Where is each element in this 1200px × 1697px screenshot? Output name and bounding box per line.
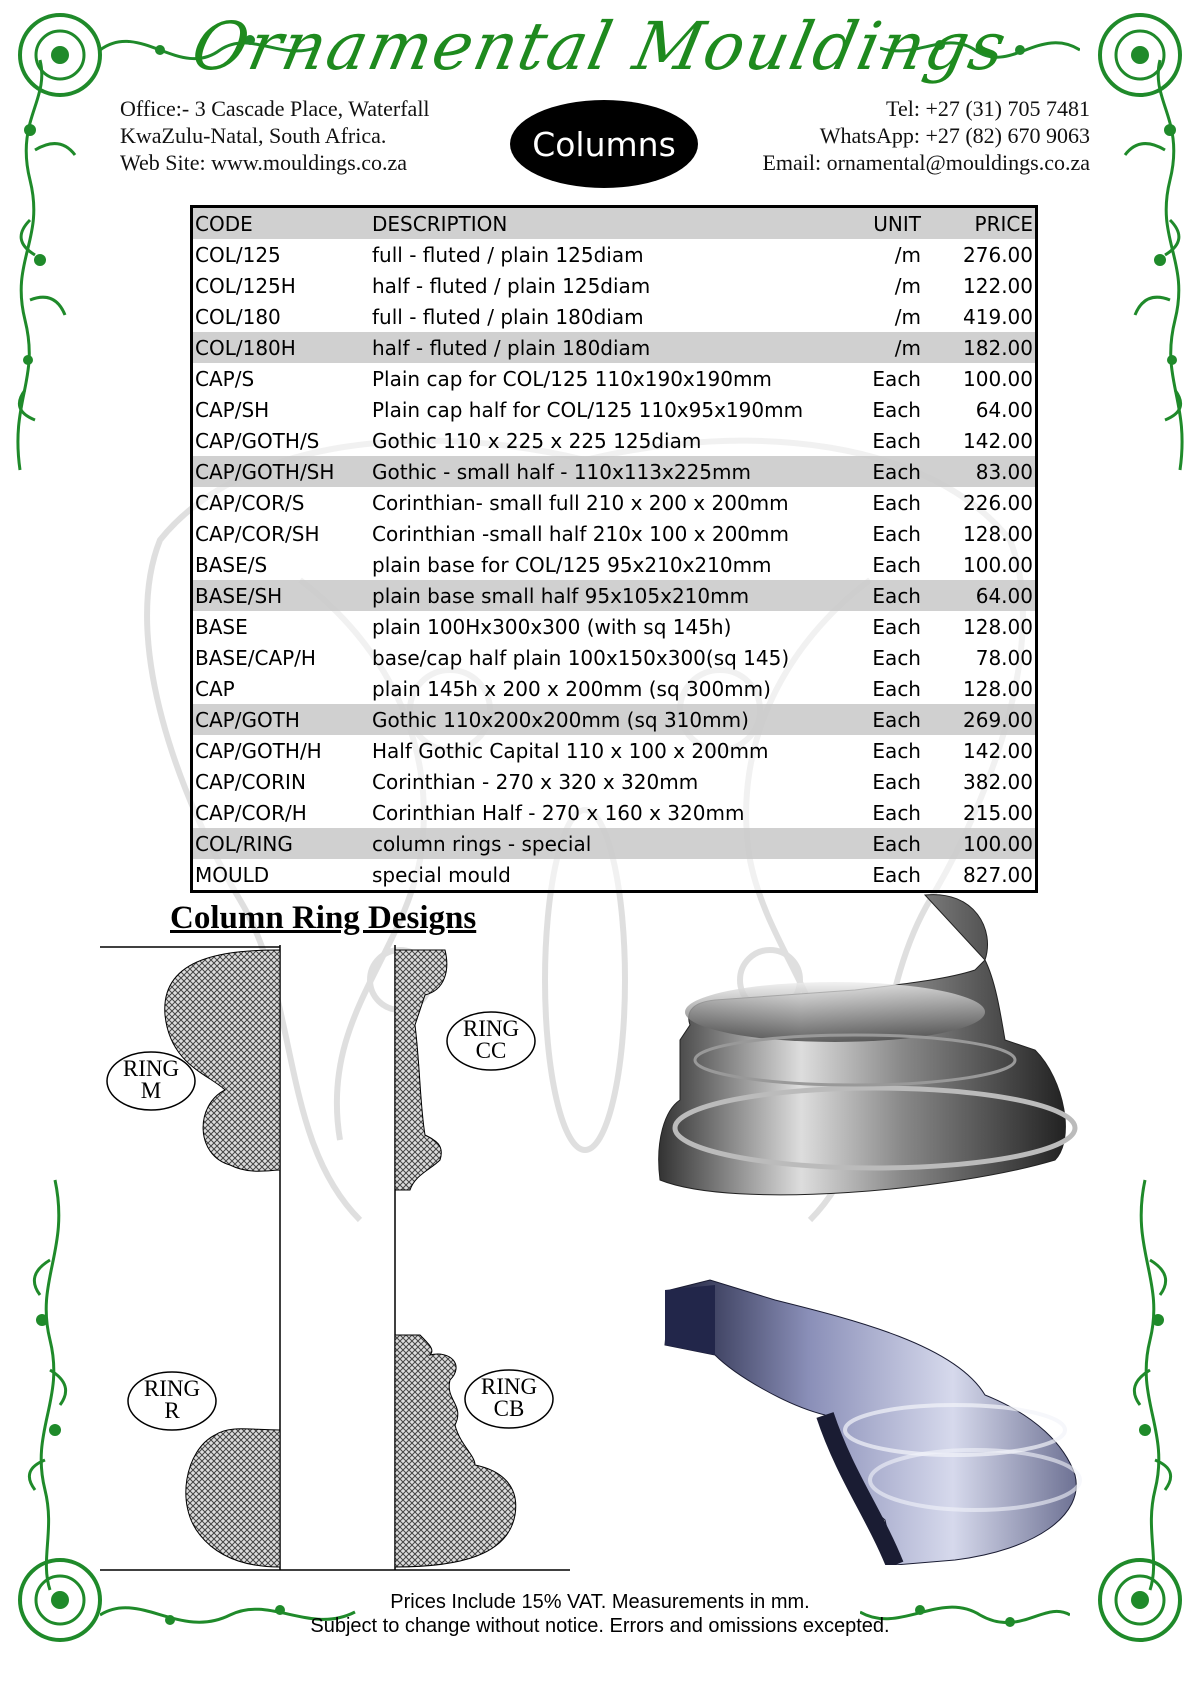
cell-description: plain 145h x 200 x 200mm (sq 300mm)	[372, 676, 771, 701]
cell-price: 382.00	[963, 769, 1033, 794]
cell-code: BASE/S	[195, 552, 268, 577]
cell-price: 64.00	[975, 583, 1033, 608]
ring-label-top: RING	[143, 1376, 201, 1401]
cell-price: 215.00	[963, 800, 1033, 825]
cell-price: 142.00	[963, 428, 1033, 453]
cell-unit: Each	[872, 738, 921, 763]
footer-line: Prices Include 15% VAT. Measurements in mm.	[390, 1591, 810, 1613]
table-body	[193, 239, 1035, 890]
contact-info	[762, 95, 1090, 176]
table-header-row	[193, 208, 1035, 239]
table-row	[193, 270, 1035, 301]
header-unit: UNIT	[873, 211, 921, 236]
ring-label-top: RING	[122, 1056, 180, 1081]
table-row	[193, 859, 1035, 890]
cell-description: Half Gothic Capital 110 x 100 x 200mm	[372, 738, 769, 763]
cell-description: plain 100Hx300x300 (with sq 145h)	[372, 614, 732, 639]
ring-label-bottom: M	[140, 1078, 162, 1103]
cell-description: Plain cap for COL/125 110x190x190mm	[372, 366, 772, 391]
cell-code: CAP/CORIN	[195, 769, 306, 794]
cell-description: column rings - special	[372, 831, 592, 856]
cell-description: Corinthian Half - 270 x 160 x 320mm	[372, 800, 745, 825]
cell-unit: Each	[872, 614, 921, 639]
table-row	[193, 797, 1035, 828]
cell-unit: /m	[894, 304, 921, 329]
cell-unit: Each	[872, 831, 921, 856]
email-line[interactable]: Email: ornamental@mouldings.co.za	[762, 150, 1090, 175]
company-title: Ornamental Mouldings	[185, 8, 1015, 85]
phone-line[interactable]: Tel: +27 (31) 705 7481	[886, 96, 1090, 121]
cell-unit: /m	[894, 242, 921, 267]
table-row	[193, 704, 1035, 735]
cell-description: plain base small half 95x105x210mm	[372, 583, 750, 608]
cell-unit: Each	[872, 707, 921, 732]
table-row	[193, 549, 1035, 580]
cell-unit: Each	[872, 428, 921, 453]
cell-price: 78.00	[975, 645, 1033, 670]
cell-description: Gothic 110 x 225 x 225 125diam	[372, 428, 702, 453]
cell-price: 122.00	[963, 273, 1033, 298]
address-line: Office:- 3 Cascade Place, Waterfall	[120, 96, 430, 121]
whatsapp-line[interactable]: WhatsApp: +27 (82) 670 9063	[819, 123, 1090, 148]
price-table	[190, 205, 1038, 893]
section-badge: Columns	[510, 100, 698, 188]
cell-price: 269.00	[963, 707, 1033, 732]
cell-description: plain base for COL/125 95x210x210mm	[372, 552, 772, 577]
cell-code: BASE/SH	[195, 583, 283, 608]
table-row	[193, 642, 1035, 673]
cell-unit: /m	[894, 335, 921, 360]
cell-code: CAP/COR/S	[195, 490, 305, 515]
cell-code: MOULD	[195, 862, 270, 887]
cell-description: Corinthian -small half 210x 100 x 200mm	[372, 521, 789, 546]
cell-description: full - fluted / plain 125diam	[372, 242, 644, 267]
cell-code: COL/180	[195, 304, 281, 329]
cell-price: 128.00	[963, 676, 1033, 701]
header-code: CODE	[195, 211, 253, 236]
ring-cc-profile	[395, 950, 447, 1190]
cell-unit: Each	[872, 800, 921, 825]
cell-unit: Each	[872, 459, 921, 484]
ring-label-bottom: R	[164, 1398, 180, 1423]
cell-price: 83.00	[975, 459, 1033, 484]
cell-description: half - fluted / plain 125diam	[372, 273, 651, 298]
cell-unit: Each	[872, 862, 921, 887]
cell-description: base/cap half plain 100x150x300(sq 145)	[372, 645, 790, 670]
cell-price: 100.00	[963, 552, 1033, 577]
cell-code: CAP/COR/H	[195, 800, 307, 825]
cell-price: 100.00	[963, 831, 1033, 856]
cell-unit: Each	[872, 521, 921, 546]
cell-price: 100.00	[963, 366, 1033, 391]
cell-description: special mould	[372, 862, 511, 887]
cell-description: Gothic - small half - 110x113x225mm	[372, 459, 751, 484]
cell-description: half - fluted / plain 180diam	[372, 335, 651, 360]
cell-code: COL/125H	[195, 273, 296, 298]
cell-price: 128.00	[963, 521, 1033, 546]
table-row	[193, 456, 1035, 487]
ring-render-top	[655, 890, 1085, 1210]
ring-label-bottom: CB	[493, 1396, 525, 1421]
cell-unit: Each	[872, 645, 921, 670]
cell-unit: Each	[872, 769, 921, 794]
ring-cc-label	[445, 1018, 537, 1062]
header-description: DESCRIPTION	[372, 211, 508, 236]
cell-price: 182.00	[963, 335, 1033, 360]
cell-code: BASE/CAP/H	[195, 645, 316, 670]
cell-price: 419.00	[963, 304, 1033, 329]
cell-unit: Each	[872, 366, 921, 391]
cell-unit: Each	[872, 490, 921, 515]
cell-price: 827.00	[963, 862, 1033, 887]
table-row	[193, 394, 1035, 425]
header-price: PRICE	[974, 211, 1033, 236]
ring-label-bottom: CC	[475, 1038, 507, 1063]
cell-code: CAP/GOTH	[195, 707, 300, 732]
cell-price: 226.00	[963, 490, 1033, 515]
cell-code: CAP/GOTH/H	[195, 738, 322, 763]
cell-description: Corinthian - 270 x 320 x 320mm	[372, 769, 699, 794]
cell-description: Gothic 110x200x200mm (sq 310mm)	[372, 707, 749, 732]
website-line[interactable]: Web Site: www.mouldings.co.za	[120, 150, 408, 175]
table-row	[193, 301, 1035, 332]
table-row	[193, 487, 1035, 518]
cell-code: CAP/GOTH/SH	[195, 459, 335, 484]
cell-code: CAP/COR/SH	[195, 521, 320, 546]
table-row	[193, 580, 1035, 611]
table-row	[193, 735, 1035, 766]
cell-description: Plain cap half for COL/125 110x95x190mm	[372, 397, 804, 422]
ring-label-top: RING	[480, 1374, 538, 1399]
cell-description: full - fluted / plain 180diam	[372, 304, 644, 329]
table-row	[193, 363, 1035, 394]
cell-code: COL/RING	[195, 831, 293, 856]
cell-unit: Each	[872, 676, 921, 701]
cell-code: BASE	[195, 614, 248, 639]
cell-unit: Each	[872, 552, 921, 577]
table-row	[193, 518, 1035, 549]
cell-price: 276.00	[963, 242, 1033, 267]
ring-label-top: RING	[462, 1016, 520, 1041]
cell-code: CAP/SH	[195, 397, 270, 422]
cell-code: CAP/S	[195, 366, 255, 391]
cell-code: CAP/GOTH/S	[195, 428, 320, 453]
table-row	[193, 239, 1035, 270]
ring-r-profile	[186, 1429, 280, 1567]
table-row	[193, 766, 1035, 797]
cell-unit: Each	[872, 583, 921, 608]
cell-description: Corinthian- small full 210 x 200 x 200mm	[372, 490, 789, 515]
ring-cb-label	[463, 1376, 555, 1420]
cell-unit: Each	[872, 397, 921, 422]
ring-designs-heading: Column Ring Designs	[170, 900, 477, 936]
table-row	[193, 828, 1035, 859]
ring-r-label	[126, 1378, 218, 1422]
address-line: KwaZulu-Natal, South Africa.	[120, 123, 387, 148]
cell-price: 128.00	[963, 614, 1033, 639]
cell-price: 64.00	[975, 397, 1033, 422]
footer-line: Subject to change without notice. Errors and omissions excepted.	[310, 1615, 890, 1637]
table-row	[193, 611, 1035, 642]
table-row	[193, 673, 1035, 704]
cell-price: 142.00	[963, 738, 1033, 763]
cell-code: CAP	[195, 676, 235, 701]
cell-code: COL/125	[195, 242, 281, 267]
ring-render-bottom	[655, 1275, 1085, 1565]
ring-m-label	[105, 1058, 197, 1102]
office-address	[120, 95, 430, 176]
footer-notice	[0, 1590, 1200, 1638]
cell-unit: /m	[894, 273, 921, 298]
table-row	[193, 425, 1035, 456]
cell-code: COL/180H	[195, 335, 296, 360]
table-row	[193, 332, 1035, 363]
